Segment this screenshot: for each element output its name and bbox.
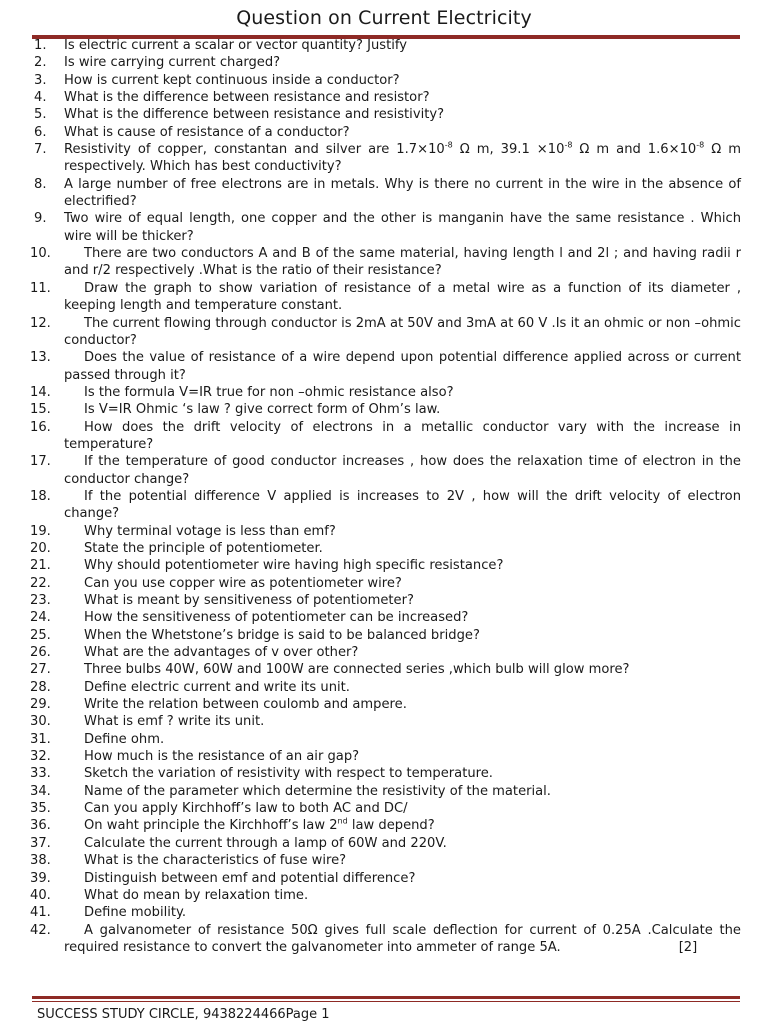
question-number: 5.	[34, 107, 47, 123]
question-number: 36.	[30, 818, 51, 834]
question-item	[30, 713, 741, 730]
question-text	[64, 246, 741, 278]
question-number: 14.	[30, 384, 51, 400]
question-number: 38.	[30, 853, 51, 869]
question-number: 7.	[34, 142, 47, 158]
question-text	[64, 645, 358, 660]
question-item	[30, 315, 741, 350]
question-number: 42.	[30, 922, 51, 938]
question-number: 24.	[30, 610, 51, 626]
question-number: 4.	[34, 90, 47, 106]
text-fragment: What is the characteristics of fuse wire?	[84, 853, 347, 869]
text-fragment: What is the difference between resistance and resistor?	[64, 90, 430, 106]
question-number: 10.	[30, 246, 51, 262]
question-item	[34, 72, 741, 89]
question-text	[64, 541, 323, 556]
text-fragment: Define electric current and write its unit.	[84, 679, 350, 695]
text-fragment: Ω m and 1.6×10	[572, 142, 697, 158]
question-text	[64, 281, 741, 313]
question-text	[64, 628, 480, 643]
question-item	[30, 453, 741, 488]
text-fragment: Is wire carrying current charged?	[64, 55, 281, 71]
text-fragment: Sketch the variation of resistivity with respect to temperature.	[84, 766, 493, 782]
question-text	[64, 697, 407, 712]
question-item	[34, 106, 741, 123]
question-text	[64, 420, 741, 452]
question-number: 26.	[30, 645, 51, 661]
question-number: 39.	[30, 870, 51, 886]
question-number: 17.	[30, 454, 51, 470]
question-text	[64, 593, 414, 608]
text-fragment: State the principle of potentiometer.	[84, 540, 323, 556]
text-fragment: If the potential difference V applied is increases to 2V , how will the drift velocity of electron change?	[64, 488, 741, 522]
text-fragment: How the sensitiveness of potentiometer can be increased?	[84, 610, 469, 626]
question-number: 20.	[30, 540, 51, 556]
question-text	[64, 714, 264, 729]
question-number: 32.	[30, 749, 51, 765]
text-fragment: How much is the resistance of an air gap?	[84, 749, 360, 765]
question-text	[64, 610, 468, 625]
question-number: 23.	[30, 593, 51, 608]
text-fragment: Why should potentiometer wire having high specific resistance?	[84, 558, 504, 574]
text-fragment: Calculate the current through a lamp of 60W and 220V.	[84, 835, 447, 851]
question-text	[64, 680, 350, 695]
text-fragment: How does the drift velocity of electrons in a metallic conductor vary with the increase in temperature?	[64, 419, 741, 452]
question-text	[64, 853, 346, 868]
text-fragment: Resistivity of copper, constantan and silver are 1.7×10	[64, 142, 445, 158]
question-number: 16.	[30, 419, 51, 435]
text-fragment: A large number of free electrons are in metals. Why is there no current in the wire in the absence of electrified?	[64, 176, 741, 210]
text-fragment: If the temperature of good conductor increases , how does the relaxation time of electron in the conductor change?	[64, 454, 741, 487]
text-fragment: Write the relation between coulomb and ampere.	[84, 697, 407, 713]
question-number: 18.	[30, 488, 51, 504]
text-fragment: Ω m, 39.1 ×10	[452, 142, 565, 158]
text-fragment: What do mean by relaxation time.	[84, 887, 309, 903]
question-item	[30, 401, 741, 418]
text-fragment: Two wire of equal length, one copper and the other is manganin have the same resistance . Which wire will be thicker?	[64, 211, 741, 244]
question-text	[64, 524, 336, 539]
question-text	[64, 662, 629, 677]
text-fragment: A galvanometer of resistance 50Ω gives full scale deflection for current of 0.25A .Calculate the required resistance to convert the galvanometer into ammeter of range 5A.	[64, 922, 741, 955]
question-text	[64, 784, 551, 799]
text-fragment: What is cause of resistance of a conductor?	[64, 124, 350, 140]
bottom-divider	[32, 996, 740, 1002]
text-fragment: Is the formula V=IR true for non –ohmic resistance also?	[84, 384, 454, 400]
question-text	[64, 801, 408, 816]
text-fragment: Is electric current a scalar or vector quantity? Justify	[64, 38, 407, 53]
question-number: 22.	[30, 575, 51, 591]
text-fragment: Why terminal votage is less than emf?	[84, 523, 336, 539]
question-text	[64, 385, 454, 400]
question-item	[34, 210, 741, 245]
question-item	[30, 245, 741, 280]
question-number: 8.	[34, 176, 47, 192]
question-item	[34, 141, 741, 176]
question-item	[30, 644, 741, 661]
question-item	[30, 800, 741, 817]
question-number: 9.	[34, 211, 47, 227]
text-fragment: law depend?	[347, 818, 435, 834]
question-list	[30, 37, 742, 956]
question-item	[30, 887, 741, 904]
question-item	[30, 557, 741, 574]
question-number: 31.	[30, 731, 51, 747]
question-item	[30, 419, 741, 454]
question-text	[64, 90, 430, 105]
superscript: -8	[564, 140, 573, 150]
question-number: 1.	[34, 38, 47, 53]
question-item	[30, 696, 741, 713]
question-text	[64, 576, 402, 591]
text-fragment: Can you apply Kirchhoff’s law to both AC and DC/	[84, 801, 408, 817]
superscript: nd	[337, 817, 348, 827]
question-number: 35.	[30, 801, 51, 817]
question-item	[30, 609, 741, 626]
question-item	[30, 731, 741, 748]
text-fragment: What is emf ? write its unit.	[84, 714, 265, 730]
question-item	[30, 575, 741, 592]
text-fragment: What are the advantages of v over other?	[84, 645, 359, 661]
question-number: 25.	[30, 627, 51, 643]
question-item	[30, 280, 741, 315]
question-text	[64, 766, 493, 781]
question-item	[30, 904, 741, 921]
question-number: 27.	[30, 662, 51, 678]
question-item	[30, 627, 741, 644]
text-fragment: Define mobility.	[84, 905, 187, 921]
question-text	[64, 454, 741, 486]
question-text	[64, 350, 741, 382]
question-number: 2.	[34, 55, 47, 71]
text-fragment: What is meant by sensitiveness of potentiometer?	[84, 593, 414, 608]
question-text	[64, 818, 435, 833]
question-number: 12.	[30, 315, 51, 331]
question-number: 29.	[30, 697, 51, 713]
question-text	[64, 732, 164, 747]
text-fragment: On waht principle the Kirchhoff’s law 2	[84, 818, 338, 834]
question-item	[30, 488, 741, 523]
text-fragment: Does the value of resistance of a wire depend upon potential difference applied across or current passed through it?	[64, 350, 741, 383]
superscript: -8	[696, 140, 705, 150]
question-number: 19.	[30, 523, 51, 539]
text-fragment: Define ohm.	[84, 731, 165, 747]
question-item	[30, 817, 741, 834]
question-item	[34, 124, 741, 141]
question-text	[64, 73, 400, 88]
question-item	[30, 661, 741, 678]
question-item	[30, 748, 741, 765]
question-text	[64, 871, 415, 886]
question-item	[34, 37, 741, 54]
question-item	[30, 679, 741, 696]
question-number: 37.	[30, 835, 51, 851]
text-fragment: Is V=IR Ohmic ‘s law ? give correct form of Ohm’s law.	[84, 402, 441, 418]
question-text	[64, 107, 444, 122]
question-number: 33.	[30, 766, 51, 782]
question-text	[64, 836, 447, 851]
question-text	[64, 489, 741, 521]
question-text	[64, 125, 350, 140]
question-item	[34, 54, 741, 71]
question-text	[64, 38, 407, 53]
question-text	[64, 905, 186, 920]
question-text	[64, 558, 503, 573]
question-item	[30, 349, 741, 384]
text-fragment: Ω m respectively. Which has best conductivity?	[64, 142, 742, 175]
page-footer: SUCCESS STUDY CIRCLE, 9438224466Page 1	[37, 1007, 330, 1022]
question-text	[64, 142, 741, 174]
question-item	[30, 384, 741, 401]
text-fragment: The current flowing through conductor is 2mA at 50V and 3mA at 60 V .Is it an ohmic or non –ohmic conductor?	[64, 315, 741, 348]
question-number: 15.	[30, 402, 51, 418]
question-item	[30, 765, 741, 782]
text-fragment: Three bulbs 40W, 60W and 100W are connected series ,which bulb will glow more?	[84, 662, 630, 678]
superscript: -8	[444, 140, 453, 150]
question-number: 40.	[30, 887, 51, 903]
document-title: Question on Current Electricity	[236, 7, 532, 29]
question-item	[30, 592, 741, 609]
text-fragment: There are two conductors A and B of the same material, having length l and 2l ; and having radii r and r/2 respectively .What is the ratio of their resistance?	[64, 246, 741, 279]
question-number: 41.	[30, 905, 51, 921]
question-item	[30, 852, 741, 869]
text-fragment: When the Whetstone’s bridge is said to be balanced bridge?	[84, 627, 480, 643]
question-text	[64, 55, 280, 70]
question-item	[34, 89, 741, 106]
question-item	[30, 783, 741, 800]
question-item	[30, 835, 741, 852]
question-item	[30, 922, 741, 957]
question-number: 34.	[30, 783, 51, 799]
question-number: 3.	[34, 72, 47, 88]
question-number: 21.	[30, 558, 51, 574]
question-item	[34, 176, 741, 211]
question-text	[64, 316, 741, 348]
question-item	[30, 870, 741, 887]
text-fragment: How is current kept continuous inside a conductor?	[64, 72, 400, 88]
question-text	[64, 402, 440, 417]
question-number: 28.	[30, 679, 51, 695]
text-fragment: Can you use copper wire as potentiometer wire?	[84, 575, 402, 591]
question-number: 30.	[30, 714, 51, 730]
question-item	[30, 540, 741, 557]
question-number: 6.	[34, 124, 47, 140]
text-fragment: Distinguish between emf and potential difference?	[84, 870, 416, 886]
text-fragment: Name of the parameter which determine the resistivity of the material.	[84, 783, 551, 799]
question-text	[64, 211, 741, 243]
question-text	[64, 923, 741, 955]
question-text	[64, 749, 359, 764]
text-fragment: Draw the graph to show variation of resistance of a metal wire as a function of its diameter , keeping length and temperature constant.	[64, 280, 741, 314]
text-fragment: What is the difference between resistance and resistivity?	[64, 107, 445, 123]
marks-label: [2]	[678, 939, 698, 955]
question-number: 13.	[30, 350, 51, 366]
question-item	[30, 523, 741, 540]
question-text	[64, 888, 308, 903]
question-text	[64, 177, 741, 209]
question-number: 11.	[30, 280, 51, 296]
